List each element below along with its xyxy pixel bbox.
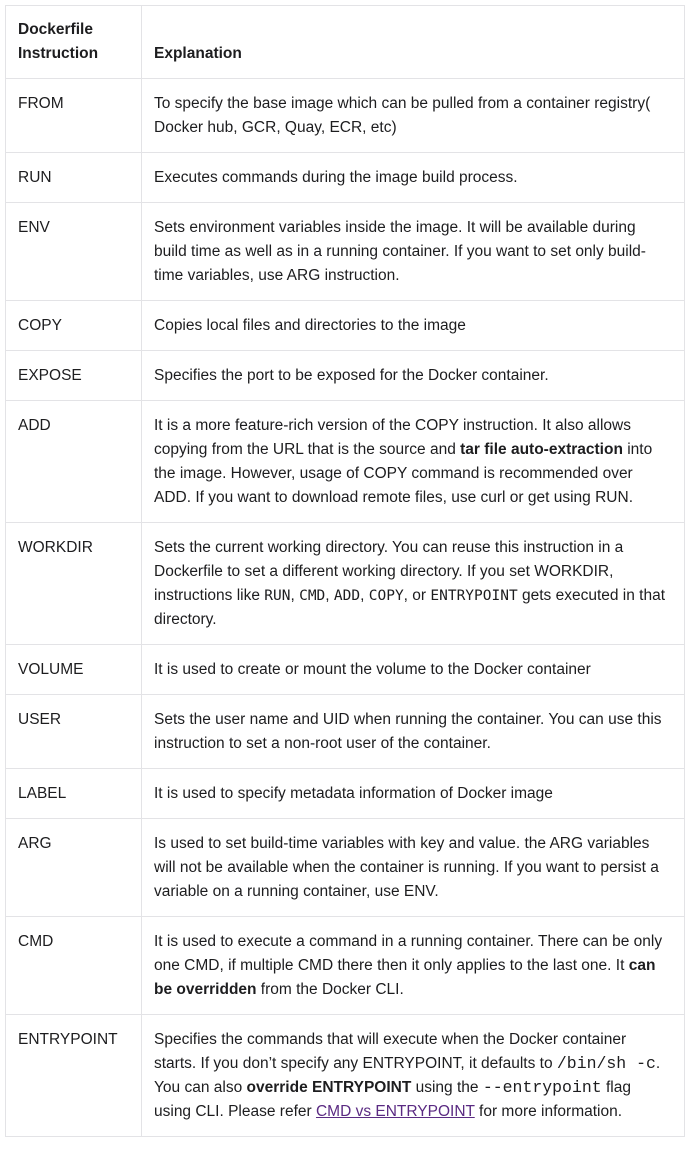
explanation-text: Executes commands during the image build process. [154, 169, 518, 186]
explanation-text: It is used to specify metadata information of Docker image [154, 785, 553, 802]
explanation-cell [142, 917, 685, 1015]
header-explanation: Explanation [142, 6, 685, 79]
table-row [6, 819, 685, 917]
table-header-row [6, 6, 685, 79]
inline-code: --entrypoint [482, 1078, 602, 1097]
table-row [6, 523, 685, 645]
explanation-cell [142, 401, 685, 523]
explanation-text: Sets the current working directory. You can reuse this instruction in a Dockerfile to set a different working directory. If you set WORKDIR, instructions like [154, 539, 624, 604]
explanation-text: flag using CLI. Please refer [154, 1079, 631, 1120]
explanation-cell [142, 351, 685, 401]
cmd-vs-entrypoint-link[interactable]: CMD vs ENTRYPOINT [315, 1103, 475, 1120]
instruction-cell: ENV [6, 203, 142, 301]
instruction-cell: LABEL [6, 769, 142, 819]
explanation-text: Copies local files and directories to the image [154, 317, 466, 334]
bold-text: override ENTRYPOINT [246, 1079, 412, 1096]
explanation-cell [142, 1015, 685, 1137]
dockerfile-instructions-table [5, 5, 685, 1137]
explanation-text: , [360, 587, 369, 604]
table-row [6, 917, 685, 1015]
bold-text: tar file auto-extraction [460, 441, 623, 458]
explanation-text: Sets the user name and UID when running the container. You can use this instruction to set a non-root user of the container. [154, 711, 662, 752]
explanation-text: . You can also [154, 1055, 661, 1096]
table-row [6, 769, 685, 819]
explanation-text: Sets environment variables inside the image. It will be available during build time as well as in a running container. If you want to set only build-time variables, use ARG instruction. [154, 219, 646, 284]
bold-text: can be overridden [154, 957, 656, 998]
instruction-cell: ENTRYPOINT [6, 1015, 142, 1137]
table-row [6, 153, 685, 203]
explanation-cell [142, 301, 685, 351]
explanation-cell [142, 523, 685, 645]
table-row [6, 1015, 685, 1137]
explanation-text: from the Docker CLI. [256, 981, 404, 998]
inline-code: RUN [264, 588, 291, 604]
table-row [6, 401, 685, 523]
instruction-cell: EXPOSE [6, 351, 142, 401]
instruction-cell: CMD [6, 917, 142, 1015]
instruction-cell: USER [6, 695, 142, 769]
inline-code: /bin/sh -c [556, 1054, 656, 1073]
explanation-cell [142, 695, 685, 769]
header-instruction: Dockerfile Instruction [6, 6, 142, 79]
table-row [6, 351, 685, 401]
explanation-text: It is a more feature-rich version of the COPY instruction. It also allows copying from the URL that is the source and [154, 417, 631, 458]
instruction-cell: FROM [6, 79, 142, 153]
explanation-cell [142, 79, 685, 153]
explanation-text: , [325, 587, 334, 604]
table-row [6, 79, 685, 153]
explanation-text: for more information. [474, 1103, 623, 1120]
explanation-text: gets executed in that directory. [154, 587, 666, 628]
explanation-text: It is used to create or mount the volume to the Docker container [154, 661, 591, 678]
explanation-text: It is used to execute a command in a running container. There can be only one CMD, if multiple CMD there then it only applies to the last one. It [154, 933, 663, 974]
table-body [6, 79, 685, 1137]
inline-code: ENTRYPOINT [430, 588, 518, 604]
inline-code: COPY [368, 588, 404, 604]
explanation-text: Specifies the commands that will execute when the Docker container starts. If you don’t specify any ENTRYPOINT, it defaults to [154, 1031, 627, 1072]
explanation-text: into the image. However, usage of COPY command is recommended over ADD. If you want to download remote files, use curl or get using RUN. [154, 441, 653, 506]
table-row [6, 203, 685, 301]
table-row [6, 301, 685, 351]
explanation-text: Is used to set build-time variables with key and value. the ARG variables will not be available when the container is running. If you want to persist a variable on a running container, use ENV. [154, 835, 659, 900]
instruction-cell: WORKDIR [6, 523, 142, 645]
table-row [6, 695, 685, 769]
explanation-cell [142, 769, 685, 819]
explanation-cell [142, 819, 685, 917]
inline-code: ADD [333, 588, 361, 604]
inline-code: CMD [299, 588, 326, 604]
explanation-cell [142, 645, 685, 695]
explanation-cell [142, 153, 685, 203]
instruction-cell: COPY [6, 301, 142, 351]
explanation-text: , or [403, 587, 431, 604]
explanation-text: , [290, 587, 300, 604]
instruction-cell: ADD [6, 401, 142, 523]
table-row [6, 645, 685, 695]
explanation-text: using the [411, 1079, 483, 1096]
explanation-text: Specifies the port to be exposed for the Docker container. [154, 367, 549, 384]
instruction-cell: VOLUME [6, 645, 142, 695]
instruction-cell: ARG [6, 819, 142, 917]
instruction-cell: RUN [6, 153, 142, 203]
explanation-cell [142, 203, 685, 301]
explanation-text: To specify the base image which can be pulled from a container registry( Docker hub, GCR, Quay, ECR, etc) [154, 95, 651, 136]
